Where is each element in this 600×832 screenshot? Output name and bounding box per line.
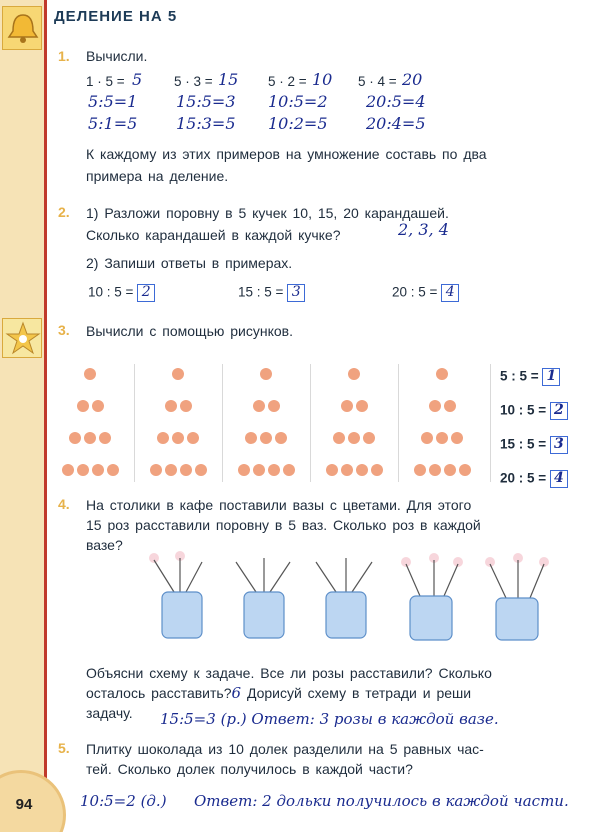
division-example: 15:3=5 <box>176 114 236 133</box>
answer-box: 4 <box>441 284 459 302</box>
division-example: 10:2=5 <box>268 114 328 133</box>
task-5-number: 5. <box>58 740 70 756</box>
vase <box>149 551 202 638</box>
task-5-text: Плитку шоколада из 10 долек разделили на 5 равных час- <box>86 741 484 757</box>
counting-dot <box>62 464 74 476</box>
counting-dot <box>444 400 456 412</box>
counting-dot <box>84 432 96 444</box>
vase <box>316 558 372 638</box>
counting-dot <box>326 464 338 476</box>
counting-dot <box>172 432 184 444</box>
task-2-text: 1) Разложи поровну в 5 кучек 10, 15, 20 карандашей. <box>86 205 449 221</box>
task-4-question: Объясни схему к задаче. Все ли розы расставили? Сколько <box>86 665 492 681</box>
answer-box: 3 <box>287 284 305 302</box>
vase <box>485 553 549 640</box>
task-2-text: Сколько карандашей в каждой кучке? <box>86 227 341 243</box>
counting-dot <box>371 464 383 476</box>
task-1-instruction: примера на деление. <box>86 168 229 184</box>
vases-diagram <box>140 548 580 648</box>
counting-dot <box>187 432 199 444</box>
task-1-text: Вычисли. <box>86 48 148 64</box>
counting-dot <box>180 464 192 476</box>
counting-dot <box>268 400 280 412</box>
counting-dot <box>157 432 169 444</box>
counting-dot <box>421 432 433 444</box>
equation <box>500 368 560 386</box>
counting-dot <box>92 464 104 476</box>
counting-dot <box>444 464 456 476</box>
counting-dot <box>260 368 272 380</box>
counting-dot <box>172 368 184 380</box>
column-divider <box>222 364 223 482</box>
counting-dot <box>150 464 162 476</box>
equation-text: 10 : 5 = <box>88 284 134 300</box>
counting-dot <box>238 464 250 476</box>
multiplication-answer: 10 <box>312 70 333 89</box>
margin-rule <box>44 0 47 832</box>
multiplication-example: 1 · 5 = <box>86 74 125 89</box>
counting-dot <box>69 432 81 444</box>
task-5-solution: 10:5=2 (д.) <box>80 792 167 810</box>
counting-dot <box>348 432 360 444</box>
counting-dot <box>436 432 448 444</box>
counting-dot <box>77 400 89 412</box>
counting-dot <box>165 400 177 412</box>
vase <box>401 553 463 640</box>
task-3-number: 3. <box>58 322 70 338</box>
counting-dot <box>283 464 295 476</box>
multiplication-example: 5 · 2 = <box>268 74 307 89</box>
page-margin <box>0 0 44 832</box>
answer-box: 2 <box>137 284 155 302</box>
counting-dot <box>363 432 375 444</box>
counting-dot <box>180 400 192 412</box>
division-example: 5:5=1 <box>88 92 138 111</box>
star-icon <box>2 318 42 358</box>
counting-dot <box>459 464 471 476</box>
page-number: 94 <box>15 796 33 813</box>
task-2-number: 2. <box>58 204 70 220</box>
division-example: 20:4=5 <box>366 114 426 133</box>
task-4-text: На столики в кафе поставили вазы с цветами. Для этого <box>86 497 472 513</box>
counting-dot <box>333 432 345 444</box>
counting-dot <box>414 464 426 476</box>
answer-box: 4 <box>550 470 568 488</box>
handwritten-answer: 6 <box>231 684 242 702</box>
division-example: 20:5=4 <box>366 92 426 111</box>
counting-dot <box>451 432 463 444</box>
counting-dot <box>429 464 441 476</box>
task-2-subtask: 2) Запиши ответы в примерах. <box>86 255 293 271</box>
task-1-instruction: К каждому из этих примеров на умножение составь по два <box>86 146 487 162</box>
column-divider <box>398 364 399 482</box>
equation-text: 5 : 5 = <box>500 368 539 384</box>
answer-box: 1 <box>542 368 560 386</box>
multiplication-example: 5 · 4 = <box>358 74 397 89</box>
counting-dot <box>341 464 353 476</box>
task-4-question <box>86 682 471 704</box>
equation-text: 15 : 5 = <box>238 284 284 300</box>
multiplication-example: 5 · 3 = <box>174 74 213 89</box>
counting-dot <box>195 464 207 476</box>
counting-dot <box>84 368 96 380</box>
counting-dot <box>107 464 119 476</box>
counting-dot <box>356 464 368 476</box>
task-4-solution: 15:5=3 (р.) Ответ: 3 розы в каждой вазе. <box>160 710 499 728</box>
division-example: 15:5=3 <box>176 92 236 111</box>
counting-dot <box>356 400 368 412</box>
equation-text: 20 : 5 = <box>392 284 438 300</box>
equation <box>500 402 568 420</box>
task-5-text: тей. Сколько долек получилось в каждой части? <box>86 761 413 777</box>
task-4-text: вазе? <box>86 537 123 553</box>
task-4-question: задачу. <box>86 705 133 721</box>
answer-box: 3 <box>550 436 568 454</box>
page-title: ДЕЛЕНИЕ НА 5 <box>54 8 178 25</box>
question-text: осталось расставить? <box>86 685 232 701</box>
counting-dot <box>253 464 265 476</box>
counting-dot <box>260 432 272 444</box>
counting-dot <box>436 368 448 380</box>
division-example: 10:5=2 <box>268 92 328 111</box>
counting-dot <box>77 464 89 476</box>
multiplication-answer: 15 <box>218 70 239 89</box>
task-1-number: 1. <box>58 48 70 64</box>
answer-box: 2 <box>550 402 568 420</box>
equation <box>392 284 459 302</box>
counting-dot <box>348 368 360 380</box>
equation <box>500 436 568 454</box>
task-2-answer: 2, 3, 4 <box>398 220 449 239</box>
equation-text: 20 : 5 = <box>500 470 547 486</box>
counting-dot <box>429 400 441 412</box>
question-text: Дорисуй схему в тетради и реши <box>246 685 472 701</box>
task-4-text: 15 роз расставили поровну в 5 ваз. Сколько роз в каждой <box>86 517 481 533</box>
counting-dot <box>245 432 257 444</box>
division-example: 5:1=5 <box>88 114 138 133</box>
counting-dot <box>165 464 177 476</box>
equation <box>88 284 155 302</box>
multiplication-answer: 5 <box>132 70 143 89</box>
equation-text: 10 : 5 = <box>500 402 547 418</box>
equation <box>500 470 568 488</box>
task-3-text: Вычисли с помощью рисунков. <box>86 323 293 339</box>
counting-dot <box>268 464 280 476</box>
bell-icon <box>2 6 42 50</box>
equation-text: 15 : 5 = <box>500 436 547 452</box>
multiplication-answer: 20 <box>402 70 423 89</box>
counting-dot <box>99 432 111 444</box>
equation <box>238 284 305 302</box>
task-5-answer: Ответ: 2 дольки получилось в каждой части. <box>194 792 569 810</box>
counting-dot <box>275 432 287 444</box>
counting-dot <box>253 400 265 412</box>
vase <box>236 558 290 638</box>
task-4-number: 4. <box>58 496 70 512</box>
counting-dot <box>341 400 353 412</box>
column-divider <box>310 364 311 482</box>
column-divider <box>134 364 135 482</box>
column-divider <box>490 364 491 482</box>
counting-dot <box>92 400 104 412</box>
